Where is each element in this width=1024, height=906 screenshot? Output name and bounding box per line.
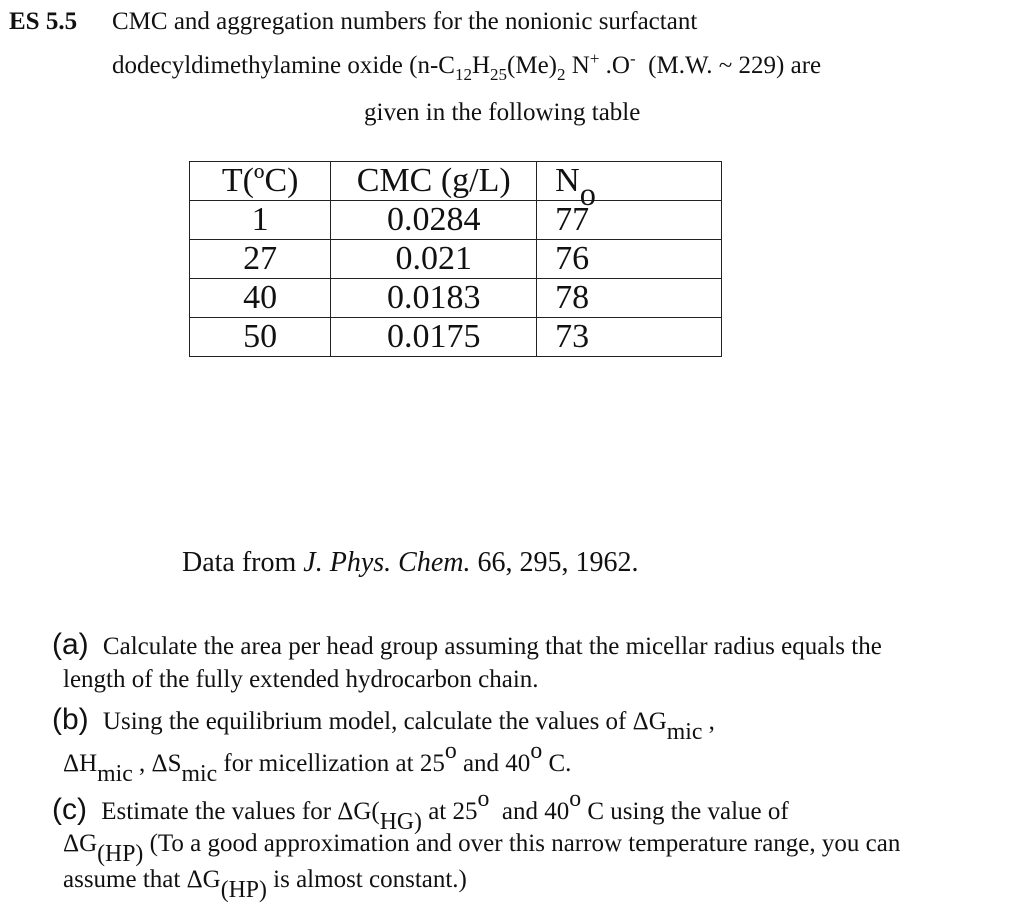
table-row (190, 279, 722, 318)
exercise-label: ES 5.5 (9, 8, 78, 35)
question-a-line2: length of the fully extended hydrocarbon chain. (63, 666, 539, 693)
data-table (189, 161, 722, 357)
question-a: (a) Calculate the area per head group assuming that the micellar radius equals the (52, 628, 882, 661)
question-c-line2: $\Delta G_{(HP)}$ (To a good approximation and over this narrow temperature range, you can (63, 830, 901, 867)
cell-aggregation-number: 73 (537, 318, 722, 357)
cell-aggregation-number: 78 (537, 279, 722, 318)
cell-aggregation-number: 76 (537, 240, 722, 279)
cell-temperature: 27 (190, 240, 331, 279)
table-row (190, 201, 722, 240)
header-aggregation-number: $N_o$ (537, 162, 722, 201)
cell-cmc: 0.0183 (331, 279, 537, 318)
table-row (190, 318, 722, 357)
data-source: Data from J. Phys. Chem. 66, 295, 1962. (182, 547, 639, 578)
exercise-title-line1: CMC and aggregation numbers for the nonionic surfactant (112, 8, 698, 35)
question-c: (c) Estimate the values for $\Delta G(_{HG)}$ at 25$^o$ and 40$^o$ C using the value of (52, 785, 789, 835)
exercise-title-line2: dodecyldimethylamine oxide ($n-C_{12}H_{25}(Me)_2$ N+ .O- (M.W. ~ 229) are (112, 48, 822, 85)
cell-cmc: 0.0284 (331, 201, 537, 240)
cell-temperature: 40 (190, 279, 331, 318)
cell-temperature: 1 (190, 201, 331, 240)
header-temperature: T(ºC) (190, 162, 331, 201)
question-b-label: (b) (52, 703, 89, 736)
question-c-line3: assume that $\Delta G_{(HP)}$ is almost constant.) (63, 866, 467, 903)
table-header-row (190, 162, 722, 201)
question-b-line2: $\Delta H_{mic}$ , $\Delta S_{mic}$ for micellization at 25$^o$ and 40$^o$ C. (63, 737, 572, 787)
header-cmc: CMC (g/L) (331, 162, 537, 201)
question-b: (b) Using the equilibrium model, calculate the values of $\Delta G_{mic}$ , (52, 703, 715, 745)
cell-cmc: 0.0175 (331, 318, 537, 357)
cell-temperature: 50 (190, 318, 331, 357)
cell-aggregation-number: 77 (537, 201, 722, 240)
question-a-label: (a) (52, 628, 89, 661)
table-row (190, 240, 722, 279)
exercise-title-line3: given in the following table (364, 99, 641, 126)
cell-cmc: 0.021 (331, 240, 537, 279)
question-c-label: (c) (52, 793, 87, 826)
journal-name: J. Phys. Chem. (303, 547, 471, 578)
